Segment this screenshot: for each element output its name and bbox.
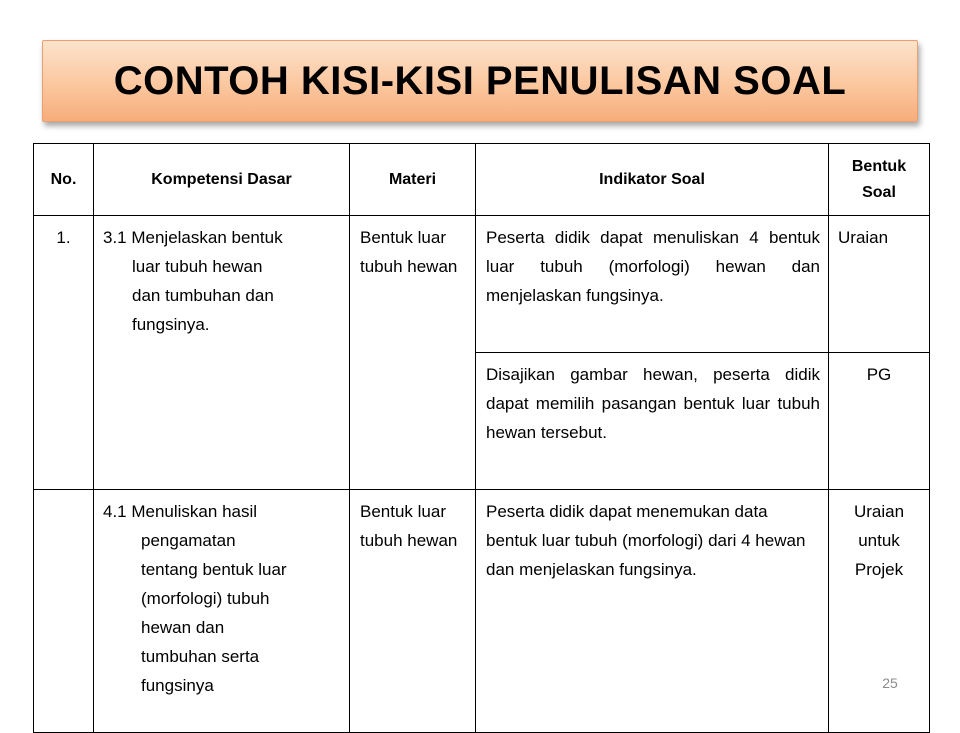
bentuk-soal-cell: Uraian untuk Projek	[829, 490, 930, 733]
kd-text: luar tubuh hewan	[132, 257, 263, 276]
kd-text: tumbuhan serta	[141, 647, 260, 666]
kd-text: fungsinya	[141, 676, 214, 695]
title-banner	[42, 40, 918, 122]
kisi-kisi-table	[33, 143, 930, 733]
indikator-cell	[476, 490, 829, 733]
indikator-cell: Disajikan gambar hewan, peserta didik dapat memilih pasangan bentuk luar tubuh hewan tersebut.	[476, 353, 829, 490]
indikator-cell: Peserta didik dapat menuliskan 4 bentuk luar tubuh (morfologi) hewan dan menjelaskan fungsinya.	[476, 216, 829, 353]
indikator-text: Peserta didik dapat menemukan data bentuk luar tubuh (morfologi) dari 4 hewan dan menjelaskan fungsinya.	[486, 502, 811, 579]
table-header-row	[34, 144, 930, 216]
row-number: 1.	[34, 216, 94, 490]
kd-text: pengamatan	[141, 531, 236, 550]
header-materi: Materi	[350, 144, 476, 216]
row-number	[34, 490, 94, 733]
bentuk-soal-cell: PG	[829, 353, 930, 490]
kompetensi-dasar-cell	[94, 216, 350, 490]
kd-text: tentang bentuk luar	[141, 560, 287, 579]
bentuk-soal-cell: Uraian	[829, 216, 930, 353]
table-row	[34, 490, 930, 733]
header-kompetensi-dasar: Kompetensi Dasar	[94, 144, 350, 216]
kd-text: 4.1 Menuliskan hasil	[103, 502, 258, 521]
kd-text: (morfologi) tubuh	[141, 589, 270, 608]
kd-text: hewan dan	[141, 618, 225, 637]
kd-text: 3.1 Menjelaskan bentuk	[103, 228, 283, 247]
header-indikator-soal: Indikator Soal	[476, 144, 829, 216]
materi-cell: Bentuk luar tubuh hewan	[350, 216, 476, 490]
page-title: CONTOH KISI-KISI PENULISAN SOAL	[113, 58, 847, 103]
table-row	[34, 216, 930, 353]
header-bentuk-soal: Bentuk Soal	[829, 144, 930, 216]
kd-text: dan tumbuhan dan	[132, 286, 274, 305]
materi-cell: Bentuk luar tubuh hewan	[350, 490, 476, 733]
page-number: 25	[882, 675, 898, 691]
header-no: No.	[34, 144, 94, 216]
kd-text: fungsinya.	[132, 315, 210, 334]
kompetensi-dasar-cell	[94, 490, 350, 733]
